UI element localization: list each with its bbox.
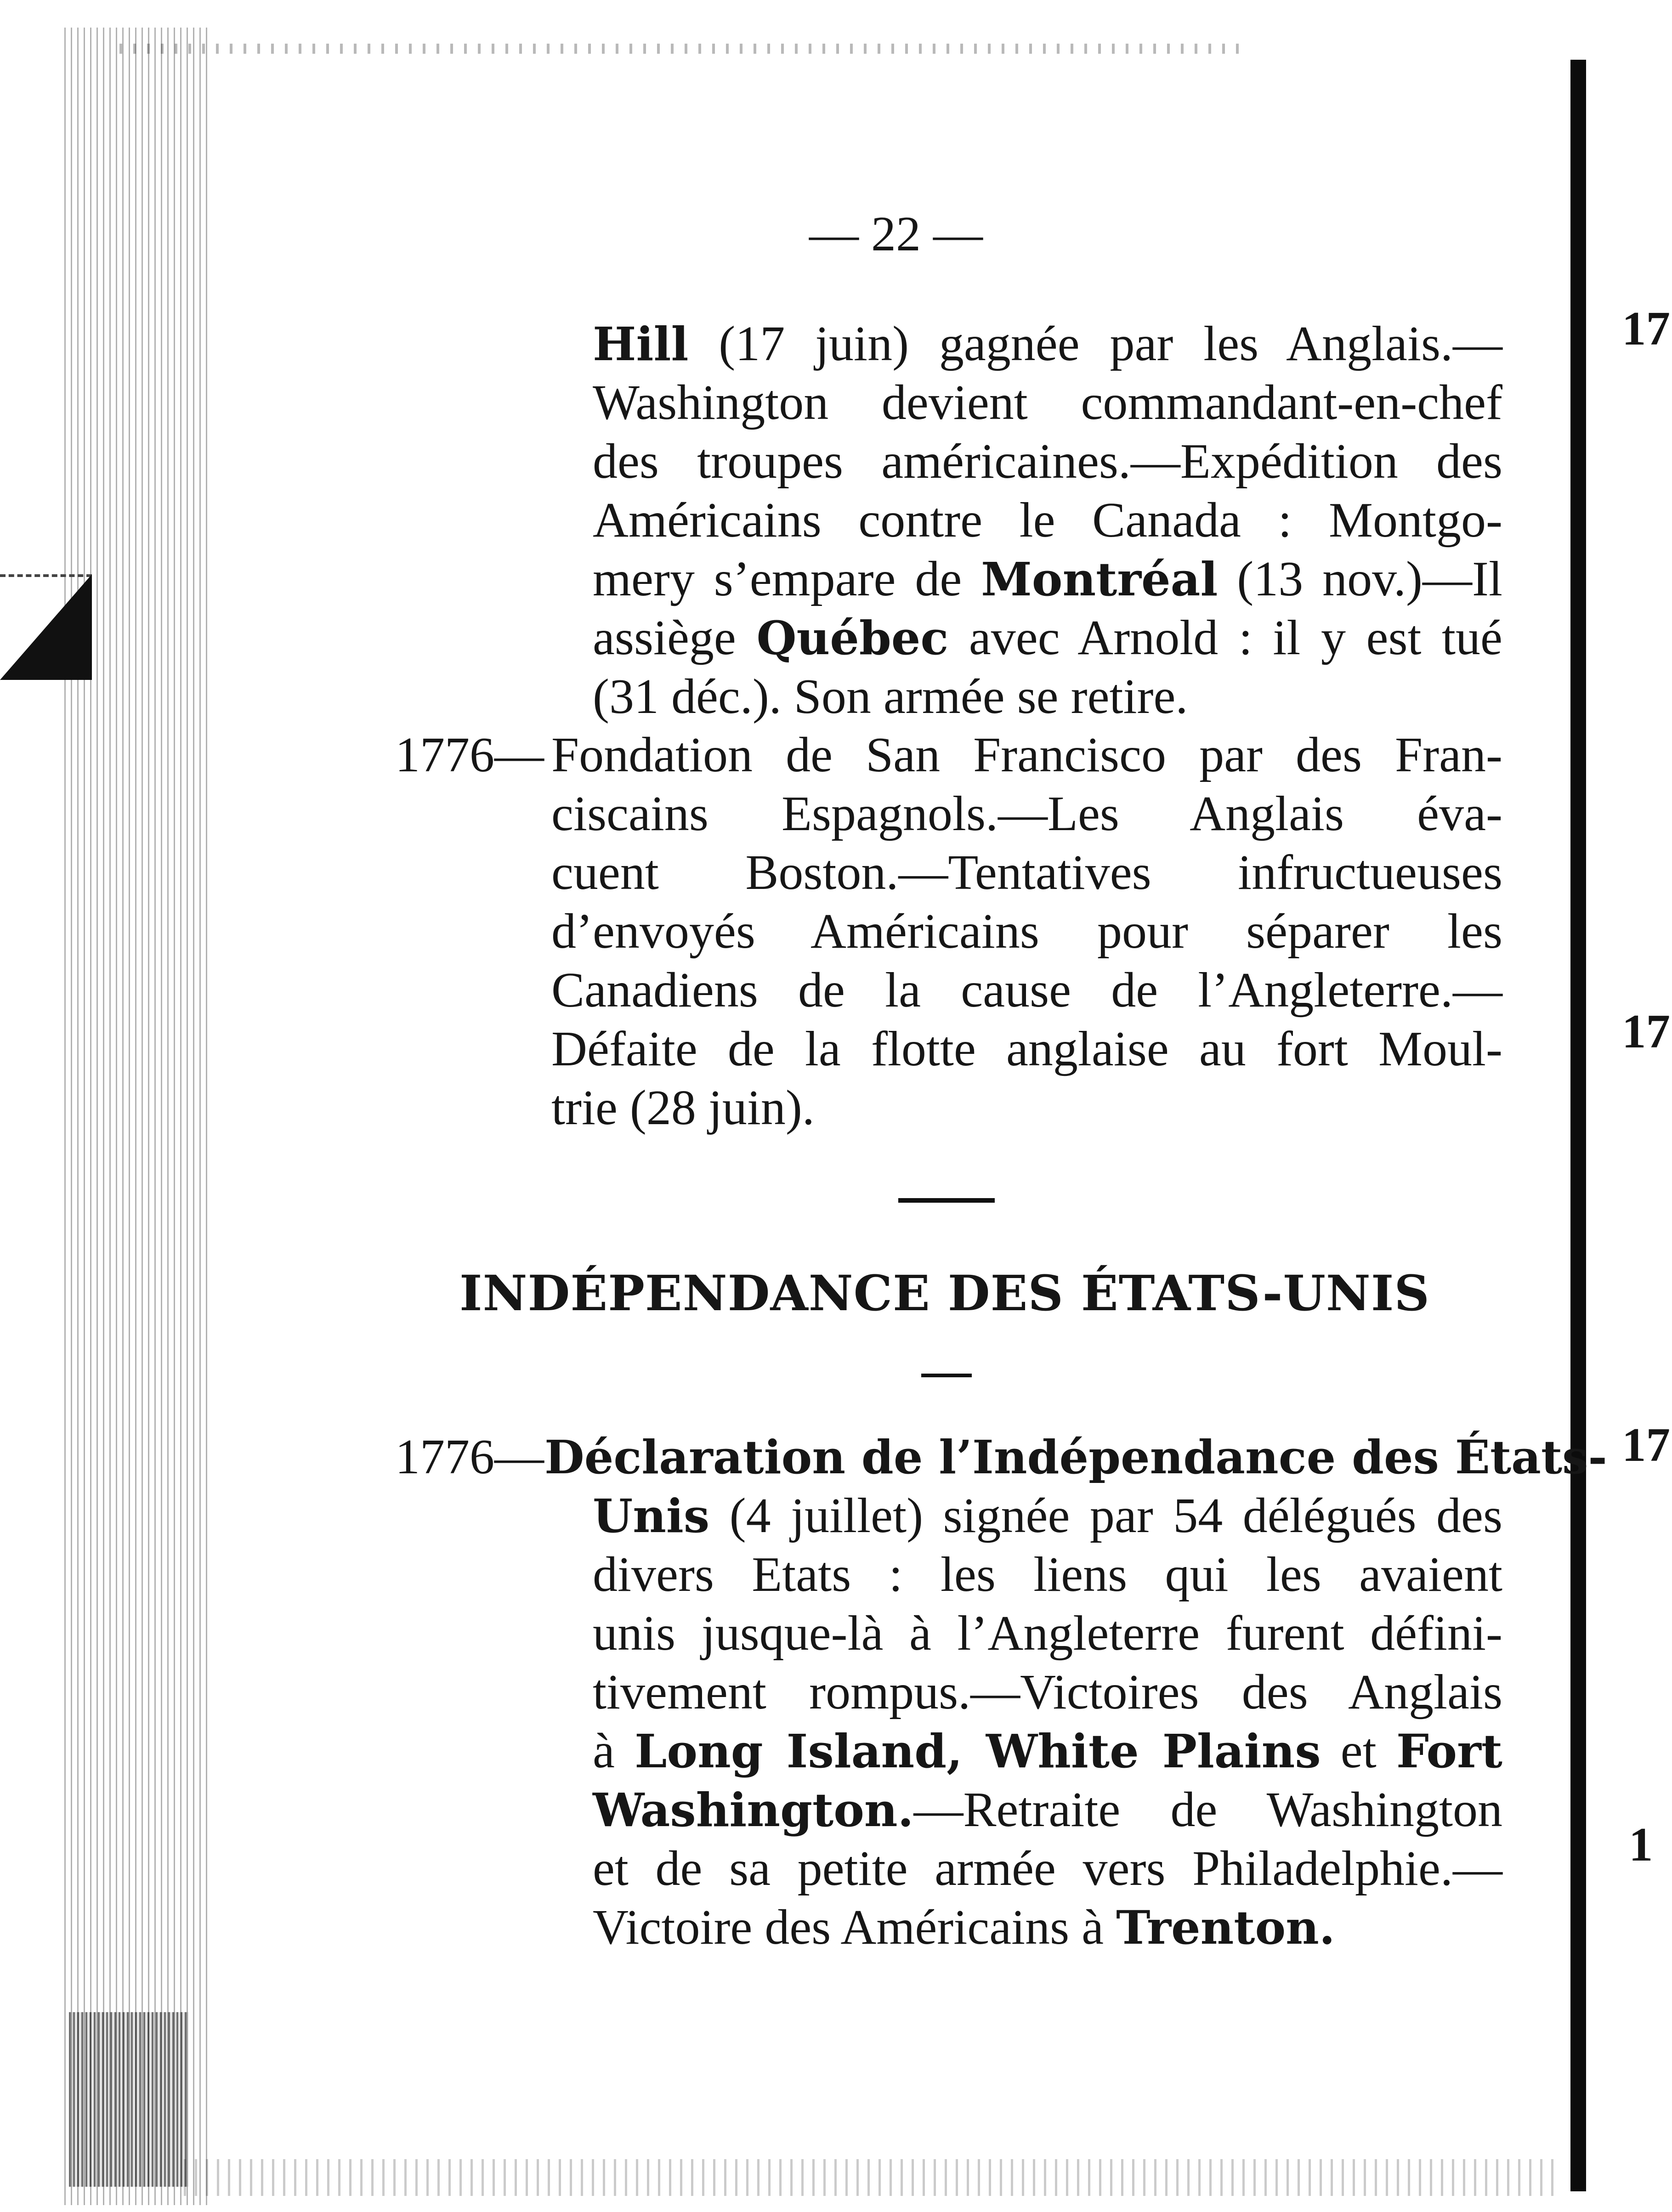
text-run: Washington devient commandant-en-chef <box>593 375 1502 430</box>
text-run: des troupes américaines.—Expédition des <box>593 434 1502 489</box>
text-run: trie (28 juin). <box>551 1081 815 1135</box>
entry-year: 1776— <box>395 728 544 782</box>
bold-term: Montréal <box>981 552 1218 606</box>
bold-term: Trenton. <box>1116 1901 1335 1955</box>
bottom-page-edge <box>184 2159 1562 2196</box>
text-run: avec Arnold : il y est tué <box>948 611 1502 665</box>
text-run: (31 déc.). Son armée se retire. <box>593 669 1188 724</box>
bold-term: Unis <box>593 1489 710 1543</box>
entry-year: 1776— <box>395 1430 544 1484</box>
text-line <box>593 315 1502 373</box>
text-run: assiège <box>593 611 757 665</box>
text-line <box>593 1839 1502 1898</box>
entry-1776-declaration-title <box>544 1428 1607 1487</box>
text-run: Canadiens de la cause de l’Angleterre.— <box>551 963 1502 1018</box>
bold-term: Hill <box>593 317 689 371</box>
text-line <box>593 668 1502 726</box>
text-run: et <box>1321 1724 1396 1778</box>
section-heading: INDÉPENDANCE DES ÉTATS-UNIS <box>459 1264 1430 1322</box>
text-run: unis jusque-là à l’Angleterre furent défini- <box>593 1606 1502 1661</box>
text-run: mery s’empare de <box>593 552 981 606</box>
text-run: Américains contre le Canada : Montgo- <box>593 493 1502 548</box>
text-line <box>593 1722 1502 1781</box>
bold-term: Washington. <box>593 1783 914 1837</box>
entry-1776-san-francisco <box>551 726 1502 1137</box>
entry-1776-declaration <box>593 1487 1502 1957</box>
text-run: divers Etats : les liens qui les avaient <box>593 1547 1502 1602</box>
text-line <box>593 550 1502 609</box>
text-line <box>593 1487 1502 1545</box>
page-number: — 22 — <box>809 207 983 261</box>
text-run: à <box>593 1724 635 1778</box>
text-run: et de sa petite armée vers Philadelphie.— <box>593 1841 1502 1896</box>
page-border-rule <box>1570 60 1586 2191</box>
binding-shadow <box>64 28 211 2205</box>
text-line <box>551 902 1502 961</box>
paragraph-continued <box>593 315 1502 726</box>
top-page-edge <box>119 44 1250 54</box>
text-line <box>551 726 1502 785</box>
bold-term: Fort <box>1396 1724 1502 1778</box>
text-run: —Retraite de Washington <box>913 1782 1502 1837</box>
text-run: Victoire des Américains à <box>593 1900 1117 1955</box>
text-line <box>544 1428 1607 1487</box>
margin-bleed-2: 17 <box>1622 1004 1670 1058</box>
binding-shadow-dark <box>69 2012 188 2187</box>
text-line <box>593 432 1502 491</box>
text-run: ciscains Espagnols.—Les Anglais éva- <box>551 786 1502 841</box>
text-line <box>593 1663 1502 1722</box>
text-run: Fondation de San Francisco par des Fran- <box>551 728 1502 782</box>
text-line <box>551 843 1502 902</box>
text-run: (17 juin) gagnée par les Anglais.— <box>688 317 1502 371</box>
text-line <box>551 1020 1502 1079</box>
text-line <box>593 373 1502 432</box>
bold-term: Déclaration de l’Indépendance des États- <box>544 1430 1607 1484</box>
text-line <box>551 785 1502 843</box>
text-line <box>551 1079 1502 1137</box>
text-line <box>551 961 1502 1020</box>
bold-term: Québec <box>756 611 949 665</box>
thumb-tab <box>0 574 92 680</box>
text-run: Défaite de la flotte anglaise au fort Moul- <box>551 1022 1502 1076</box>
text-run: d’envoyés Américains pour séparer les <box>551 904 1502 959</box>
text-line <box>593 1545 1502 1604</box>
margin-bleed-3: 17 <box>1622 1418 1670 1471</box>
text-run: (13 nov.)—Il <box>1218 552 1502 606</box>
heading-rule <box>921 1374 972 1377</box>
section-separator <box>898 1198 995 1203</box>
bold-term: Long Island, White Plains <box>635 1724 1321 1778</box>
text-line <box>593 1604 1502 1663</box>
margin-bleed-1: 17 <box>1622 301 1670 355</box>
text-run: (4 juillet) signée par 54 délégués des <box>709 1488 1502 1543</box>
text-line <box>593 491 1502 550</box>
text-line <box>593 1898 1502 1957</box>
text-run: cuent Boston.—Tentatives infructueuses <box>551 845 1502 900</box>
margin-bleed-4: 1 <box>1629 1817 1653 1871</box>
text-line <box>593 1781 1502 1839</box>
text-line <box>593 609 1502 668</box>
text-run: tivement rompus.—Victoires des Anglais <box>593 1665 1502 1720</box>
